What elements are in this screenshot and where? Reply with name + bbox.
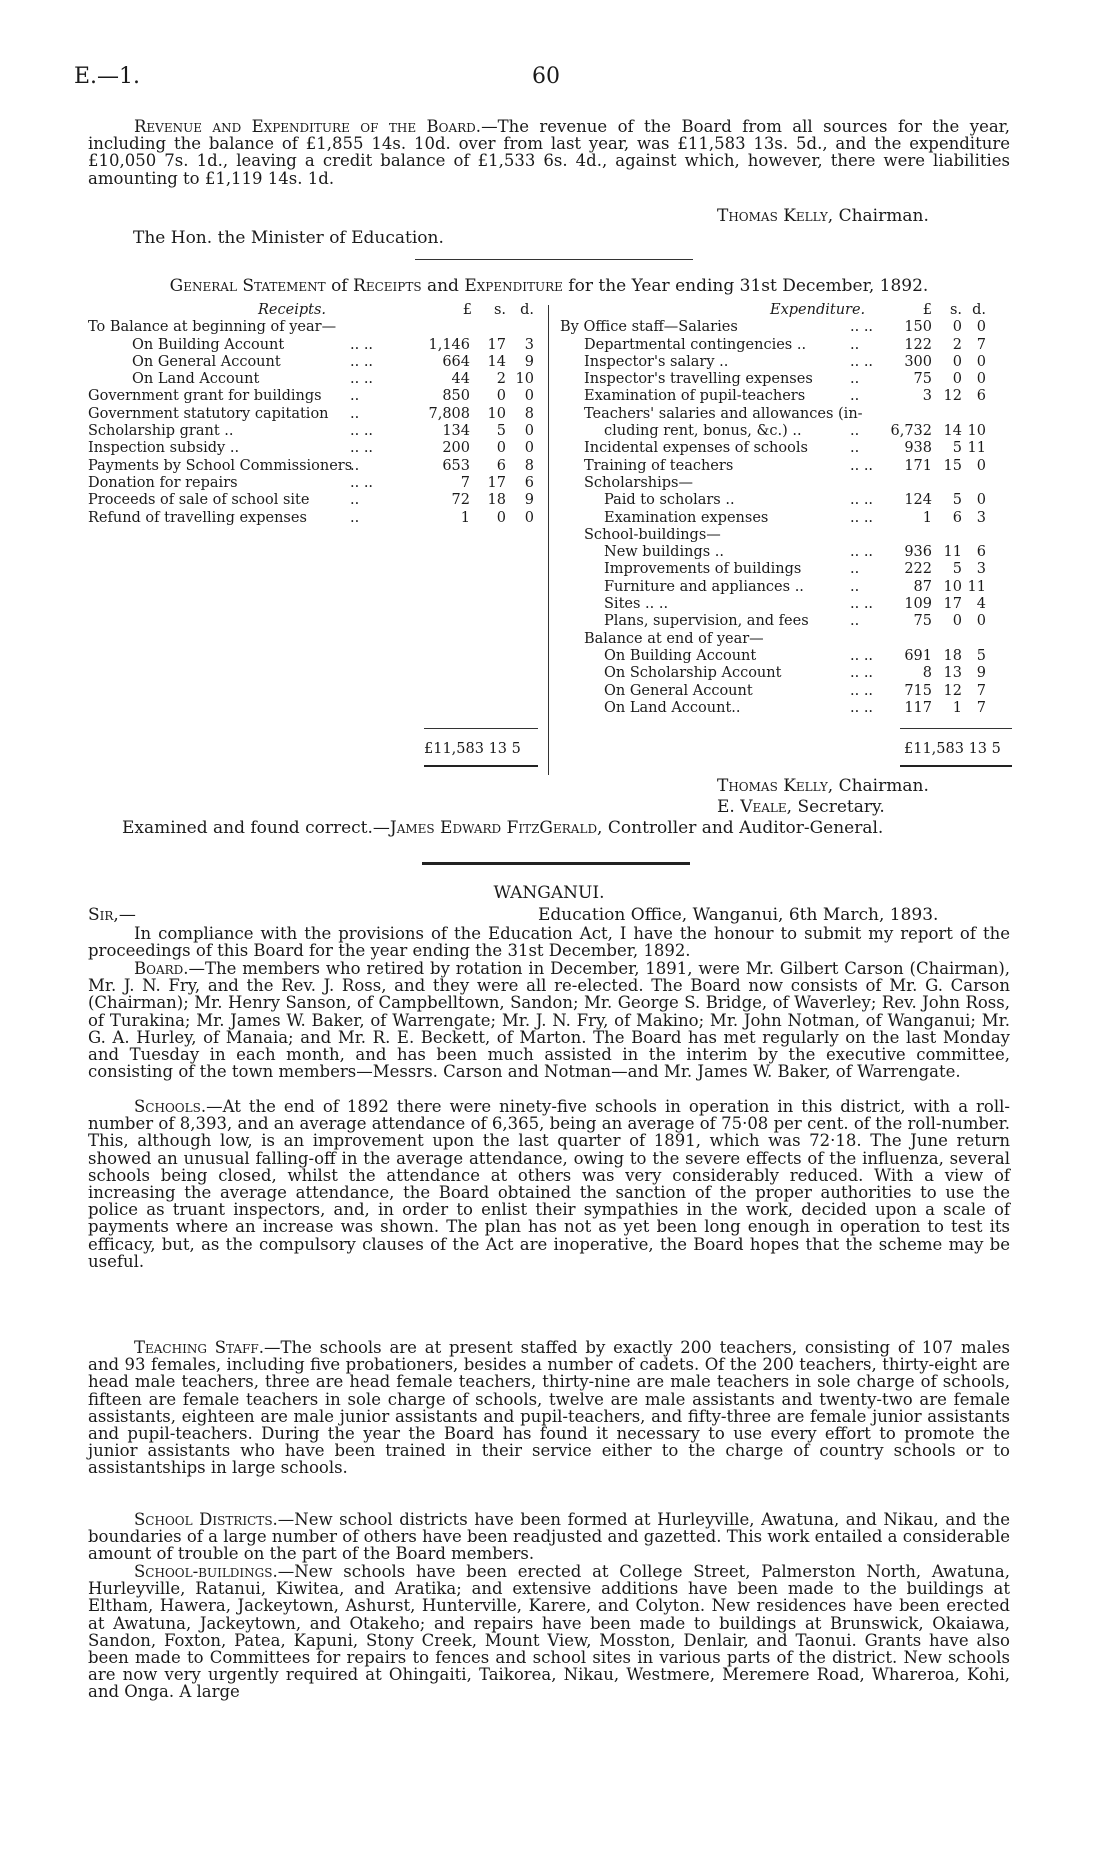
amount-pounds: 222 bbox=[904, 561, 932, 578]
row-label: By Office staff—Salaries bbox=[560, 319, 738, 336]
row-label: Incidental expenses of schools bbox=[584, 440, 808, 457]
leader-dots: .. bbox=[850, 371, 860, 388]
leader-dots: .. .. bbox=[350, 440, 374, 457]
table-row bbox=[560, 337, 1020, 354]
paragraph-intro: In compliance with the provisions of the Education Act, I have the honour to submit my report of the proceedings of this Board for the year ending the 31st December, 1892. bbox=[88, 924, 1010, 961]
row-label: cluding rent, bonus, &c.) .. bbox=[604, 423, 802, 440]
para-heading: Board. bbox=[134, 959, 189, 978]
signature-chairman-2 bbox=[717, 776, 929, 796]
amount-pounds: 7 bbox=[460, 474, 470, 491]
row-label: Government grant for buildings bbox=[88, 388, 322, 405]
table-row bbox=[560, 683, 1020, 700]
row-label: Departmental contingencies .. bbox=[584, 336, 807, 353]
row-label: Inspection subsidy .. bbox=[88, 440, 240, 457]
amount-s: 14 bbox=[487, 353, 506, 370]
salutation: Sir,— bbox=[88, 905, 136, 925]
examined-line bbox=[122, 818, 883, 838]
para-text: —New schools have been erected at College Street, Palmerston North, Awatuna, Hurleyville, Ratanui, Kiwitea, and Aratika; and extensive additions have been made to the buildings at Eltham, Hawera, Jackeytown, Ashurst, Hunterville, Karere, and Colyton. New residences have been erected at Awatuna, Jackeytown, and Otakeho; and repairs have been made to buildings at Brunswick, Okaiawa, Sandon, Foxton, Patea, Kapuni, Stony Creek, Mount View, Mosston, Denlair, and Taonui. Grants have also been made to Committees for repairs to fences and school sites in various parts of the district. New schools are now very urgently required at Ohingaiti, Taikorea, Nikau, Westmere, Meremere Road, Whareroa, Kohi, and Onga. A large bbox=[88, 1562, 1010, 1702]
amount-pounds: 134 bbox=[442, 423, 470, 440]
amount-pounds: 938 bbox=[904, 440, 932, 457]
table-row bbox=[88, 319, 548, 336]
para-heading: School Districts. bbox=[134, 1510, 278, 1529]
leader-dots: .. bbox=[350, 457, 360, 474]
title-part: and bbox=[421, 276, 465, 296]
row-label: Examination expenses bbox=[604, 509, 769, 526]
amount-d: 3 bbox=[976, 509, 986, 526]
paragraph-teaching-staff bbox=[88, 1339, 1010, 1477]
amount-s: 0 bbox=[496, 388, 506, 405]
cur-pound: £ bbox=[462, 302, 472, 318]
amount-pounds: 664 bbox=[442, 353, 470, 370]
amount-d: 0 bbox=[976, 353, 986, 370]
amount-pounds: 1 bbox=[922, 509, 932, 526]
amount-s: 13 bbox=[943, 665, 962, 682]
table-row bbox=[560, 458, 1020, 475]
amount-pounds: 109 bbox=[904, 596, 932, 613]
sig2-name1: Thomas Kelly, bbox=[717, 776, 834, 796]
amount-pounds: 936 bbox=[904, 544, 932, 561]
row-label: New buildings .. bbox=[604, 544, 724, 561]
leader-dots: .. bbox=[850, 561, 860, 578]
title-part: of bbox=[325, 276, 354, 296]
table-row bbox=[88, 423, 548, 440]
amount-s: 14 bbox=[943, 423, 962, 440]
amount-s: 0 bbox=[496, 440, 506, 457]
amount-pounds: 8 bbox=[922, 665, 932, 682]
title-part: Expenditure bbox=[464, 276, 563, 296]
revenue-paragraph bbox=[88, 118, 1010, 187]
row-label: Furniture and appliances .. bbox=[604, 578, 804, 595]
sig2-role1: Chairman. bbox=[838, 776, 929, 796]
amount-pounds: 715 bbox=[904, 682, 932, 699]
table-row bbox=[560, 527, 1020, 544]
table-row bbox=[88, 510, 548, 527]
amount-s: 0 bbox=[496, 509, 506, 526]
row-label: Refund of travelling expenses bbox=[88, 509, 307, 526]
row-label: Examination of pupil-teachers bbox=[584, 388, 806, 405]
amount-d: 0 bbox=[524, 509, 534, 526]
total-rule bbox=[900, 728, 1012, 729]
leader-dots: .. .. bbox=[350, 474, 374, 491]
amount-d: 11 bbox=[967, 440, 986, 457]
amount-s: 11 bbox=[943, 544, 962, 561]
amount-d: 6 bbox=[524, 474, 534, 491]
table-row bbox=[88, 475, 548, 492]
row-label: On Building Account bbox=[604, 647, 757, 664]
section-title: WANGANUI. bbox=[493, 883, 605, 903]
amount-pounds: 850 bbox=[442, 388, 470, 405]
amount-d: 5 bbox=[976, 647, 986, 664]
row-label: Improvements of buildings bbox=[604, 561, 802, 578]
amount-d: 0 bbox=[976, 492, 986, 509]
row-label: Donation for repairs bbox=[88, 474, 238, 491]
leader-dots: .. bbox=[850, 336, 860, 353]
revenue-heading: Revenue and Expenditure of the Board. bbox=[134, 117, 482, 136]
table-row bbox=[88, 354, 548, 371]
leader-dots: .. .. bbox=[850, 319, 874, 336]
receipts-header-row bbox=[88, 302, 548, 319]
table-row bbox=[560, 406, 1020, 423]
amount-d: 6 bbox=[976, 388, 986, 405]
divider bbox=[415, 259, 693, 260]
page-header-ref: E.—1. bbox=[74, 64, 141, 89]
amount-d: 0 bbox=[524, 388, 534, 405]
leader-dots: .. bbox=[350, 388, 360, 405]
leader-dots: .. bbox=[850, 578, 860, 595]
addressee: The Hon. the Minister of Education. bbox=[133, 228, 444, 248]
amount-s: 17 bbox=[487, 336, 506, 353]
amount-pounds: 44 bbox=[451, 371, 470, 388]
amount-d: 9 bbox=[524, 492, 534, 509]
cur-shilling: s. bbox=[493, 302, 506, 318]
amount-s: 6 bbox=[952, 509, 962, 526]
para-text: —At the end of 1892 there were ninety-five schools in operation in this district, with a roll-number of 8,393, and an average attendance of 6,365, being an average of 75·08 per cent. of the roll-number. This, although low, is an improvement upon the last quarter of 1891, which was 72·18. The June return showed an unusual falling-off in the average attendance, owing to the severe effects of the influenza, several schools being closed, whilst the attendance at others was very considerably reduced. With a view of increasing the average attendance, the Board obtained the sanction of the proper authorities to use the police as truant inspectors, and, in order to enlist their sympathies in the work, decided upon a scale of payments where an increase was shown. The plan has not as yet been long enough in operation to test its efficacy, but, as the compulsory clauses of the Act are inoperative, the Board hopes that the scheme may be useful. bbox=[88, 1097, 1010, 1271]
table-row bbox=[560, 648, 1020, 665]
amount-d: 0 bbox=[524, 440, 534, 457]
leader-dots: .. .. bbox=[850, 492, 874, 509]
sig2-role2: Secretary. bbox=[797, 797, 885, 817]
table-row bbox=[560, 561, 1020, 578]
leader-dots: .. .. bbox=[850, 457, 874, 474]
leader-dots: .. .. bbox=[850, 682, 874, 699]
leader-dots: .. .. bbox=[350, 371, 374, 388]
cur-pound: £ bbox=[922, 302, 932, 318]
leader-dots: .. .. bbox=[850, 596, 874, 613]
sig1-role: Chairman. bbox=[838, 206, 929, 226]
signature-secretary bbox=[717, 797, 885, 817]
amount-d: 0 bbox=[524, 423, 534, 440]
paragraph-schools bbox=[88, 1098, 1010, 1270]
amount-d: 10 bbox=[967, 423, 986, 440]
amount-s: 17 bbox=[487, 474, 506, 491]
table-row bbox=[560, 371, 1020, 388]
examined-a: Examined and found correct.— bbox=[122, 818, 390, 838]
receipts-total: £11,583 13 5 bbox=[424, 741, 521, 757]
leader-dots: .. .. bbox=[850, 509, 874, 526]
amount-pounds: 87 bbox=[913, 578, 932, 595]
expenditure-header-row bbox=[560, 302, 1020, 319]
para-heading: Schools. bbox=[134, 1097, 207, 1116]
table-row bbox=[88, 337, 548, 354]
amount-s: 2 bbox=[952, 336, 962, 353]
receipts-heading: Receipts. bbox=[258, 302, 326, 318]
amount-s: 18 bbox=[943, 647, 962, 664]
examined-b: James Edward FitzGerald, bbox=[389, 818, 603, 838]
leader-dots: .. bbox=[850, 388, 860, 405]
amount-pounds: 122 bbox=[904, 336, 932, 353]
table-row bbox=[560, 544, 1020, 561]
row-label: On Land Account bbox=[132, 371, 260, 388]
amount-pounds: 7,808 bbox=[428, 405, 470, 422]
amount-s: 6 bbox=[496, 457, 506, 474]
amount-d: 8 bbox=[524, 405, 534, 422]
amount-pounds: 1 bbox=[460, 509, 470, 526]
amount-pounds: 75 bbox=[913, 613, 932, 630]
leader-dots: .. .. bbox=[350, 336, 374, 353]
examined-c: Controller and Auditor-General. bbox=[602, 818, 884, 838]
amount-pounds: 653 bbox=[442, 457, 470, 474]
expenditure-rows bbox=[560, 319, 1020, 717]
leader-dots: .. .. bbox=[850, 647, 874, 664]
paragraph-board bbox=[88, 960, 1010, 1080]
leader-dots: .. .. bbox=[850, 665, 874, 682]
row-label: Teachers' salaries and allowances (in- bbox=[584, 405, 863, 422]
leader-dots: .. .. bbox=[350, 423, 374, 440]
amount-pounds: 1,146 bbox=[428, 336, 470, 353]
row-label: On Scholarship Account bbox=[604, 665, 782, 682]
dateline: Education Office, Wanganui, 6th March, 1893. bbox=[538, 905, 939, 925]
total-double-rule bbox=[900, 765, 1012, 767]
row-label: Plans, supervision, and fees bbox=[604, 613, 809, 630]
row-label: Balance at end of year— bbox=[584, 630, 764, 647]
amount-pounds: 75 bbox=[913, 371, 932, 388]
amount-s: 0 bbox=[952, 371, 962, 388]
row-label: School-buildings— bbox=[584, 526, 721, 543]
leader-dots: .. .. bbox=[850, 544, 874, 561]
amount-d: 6 bbox=[976, 544, 986, 561]
amount-d: 3 bbox=[524, 336, 534, 353]
leader-dots: .. bbox=[850, 613, 860, 630]
row-label: Training of teachers bbox=[584, 457, 734, 474]
amount-d: 0 bbox=[976, 371, 986, 388]
amount-d: 7 bbox=[976, 336, 986, 353]
amount-s: 10 bbox=[487, 405, 506, 422]
row-label: Payments by School Commissioners bbox=[88, 457, 353, 474]
row-label: On Building Account bbox=[132, 336, 285, 353]
table-row bbox=[560, 388, 1020, 405]
amount-s: 2 bbox=[496, 371, 506, 388]
table-row bbox=[560, 596, 1020, 613]
table-row bbox=[88, 492, 548, 509]
section-divider bbox=[422, 862, 690, 865]
amount-s: 17 bbox=[943, 596, 962, 613]
row-label: Inspector's travelling expenses bbox=[584, 371, 813, 388]
cur-shilling: s. bbox=[949, 302, 962, 318]
table-row bbox=[560, 631, 1020, 648]
row-label: Inspector's salary .. bbox=[584, 353, 729, 370]
amount-d: 0 bbox=[976, 613, 986, 630]
amount-d: 7 bbox=[976, 682, 986, 699]
row-label: Sites .. .. bbox=[604, 596, 669, 613]
amount-s: 0 bbox=[952, 319, 962, 336]
amount-s: 0 bbox=[952, 613, 962, 630]
sig1-name: Thomas Kelly, bbox=[717, 206, 834, 226]
cur-pence: d. bbox=[520, 302, 534, 318]
receipts-rows bbox=[88, 319, 548, 527]
row-label: Scholarships— bbox=[584, 474, 693, 491]
cur-pence: d. bbox=[972, 302, 986, 318]
amount-s: 15 bbox=[943, 457, 962, 474]
title-part: for the Year ending 31st December, 1892. bbox=[562, 276, 929, 296]
amount-d: 4 bbox=[976, 596, 986, 613]
total-double-rule bbox=[424, 765, 538, 767]
row-label: Scholarship grant .. bbox=[88, 423, 234, 440]
amount-pounds: 300 bbox=[904, 353, 932, 370]
amount-pounds: 117 bbox=[904, 699, 932, 716]
amount-pounds: 124 bbox=[904, 492, 932, 509]
amount-d: 0 bbox=[976, 319, 986, 336]
expenditure-table bbox=[560, 302, 1020, 717]
leader-dots: .. bbox=[350, 405, 360, 422]
amount-s: 5 bbox=[952, 492, 962, 509]
total-rule bbox=[424, 728, 538, 729]
title-part: General Statement bbox=[169, 276, 326, 296]
amount-d: 9 bbox=[976, 665, 986, 682]
row-label: Government statutory capitation bbox=[88, 405, 329, 422]
amount-d: 8 bbox=[524, 457, 534, 474]
table-row bbox=[560, 475, 1020, 492]
row-label: On Land Account.. bbox=[604, 699, 741, 716]
amount-s: 12 bbox=[943, 682, 962, 699]
row-label: Proceeds of sale of school site bbox=[88, 492, 310, 509]
leader-dots: .. .. bbox=[350, 353, 374, 370]
amount-pounds: 6,732 bbox=[890, 423, 932, 440]
amount-pounds: 200 bbox=[442, 440, 470, 457]
table-row bbox=[560, 440, 1020, 457]
para-text: —The members who retired by rotation in December, 1891, were Mr. Gilbert Carson (Chairman), Mr. J. N. Fry, and the Rev. J. Ross, and they were all re-elected. The Board now consists of Mr. G. Carson (Chairman); Mr. Henry Sanson, of Campbelltown, Sandon; Mr. George S. Bridge, of Waverley; Rev. John Ross, of Turakina; Mr. James W. Baker, of Warrengate; Mr. J. N. Fry, of Makino; Mr. John Notman, of Wanganui; Mr. G. A. Hurley, of Manaia; and Mr. R. E. Beckett, of Marton. The Board has met regularly on the last Monday and Tuesday in each month, and has been much assisted in the interim by the executive committee, consisting of the town members—Messrs. Carson and Notman—and Mr. James W. Baker, of Warrengate. bbox=[88, 959, 1010, 1082]
sig2-name2: E. Veale, bbox=[717, 797, 793, 817]
revenue-text: —The revenue of the Board from all sources for the year, including the balance of £1,855 14s. 10d. over from last year, was £11,583 13s. 5d., and the expenditure £10,050 7s. 1d., leaving a credit balance of £1,533 6s. 4d., against which, however, there were liabilities amounting to £1,119 14s. 1d. bbox=[88, 117, 1010, 188]
amount-pounds: 150 bbox=[904, 319, 932, 336]
amount-s: 5 bbox=[496, 423, 506, 440]
row-label: On General Account bbox=[132, 353, 281, 370]
expenditure-heading: Expenditure. bbox=[770, 302, 866, 318]
table-row bbox=[560, 665, 1020, 682]
amount-s: 5 bbox=[952, 561, 962, 578]
paragraph-school-buildings bbox=[88, 1563, 1010, 1701]
amount-d: 0 bbox=[976, 457, 986, 474]
table-row bbox=[88, 371, 548, 388]
table-row bbox=[560, 492, 1020, 509]
amount-d: 3 bbox=[976, 561, 986, 578]
table-row bbox=[560, 319, 1020, 336]
para-heading: School-buildings. bbox=[134, 1562, 278, 1581]
signature-chairman-1 bbox=[717, 206, 929, 226]
amount-s: 5 bbox=[952, 440, 962, 457]
amount-s: 1 bbox=[952, 699, 962, 716]
table-row bbox=[88, 440, 548, 457]
amount-s: 12 bbox=[943, 388, 962, 405]
para-heading: Teaching Staff. bbox=[134, 1338, 264, 1357]
table-row bbox=[560, 579, 1020, 596]
table-row bbox=[88, 458, 548, 475]
row-label: Paid to scholars .. bbox=[604, 492, 735, 509]
table-row bbox=[560, 423, 1020, 440]
title-part: Receipts bbox=[353, 276, 422, 296]
expenditure-total: £11,583 13 5 bbox=[904, 741, 1001, 757]
amount-d: 9 bbox=[524, 353, 534, 370]
amount-pounds: 3 bbox=[922, 388, 932, 405]
para-text: —New school districts have been formed at Hurleyville, Awatuna, and Nikau, and the boundaries of a large number of others have been readjusted and gazetted. This work entailed a considerable amount of trouble on the part of the Board members. bbox=[88, 1510, 1010, 1564]
table-row bbox=[560, 354, 1020, 371]
leader-dots: .. .. bbox=[850, 353, 874, 370]
leader-dots: .. .. bbox=[850, 699, 874, 716]
row-label: On General Account bbox=[604, 682, 753, 699]
amount-s: 18 bbox=[487, 492, 506, 509]
amount-d: 11 bbox=[967, 578, 986, 595]
amount-d: 10 bbox=[515, 371, 534, 388]
column-divider bbox=[548, 305, 549, 775]
table-row bbox=[560, 510, 1020, 527]
receipts-table bbox=[88, 302, 548, 527]
amount-s: 0 bbox=[952, 353, 962, 370]
amount-pounds: 171 bbox=[904, 457, 932, 474]
table-row bbox=[560, 613, 1020, 630]
statement-title bbox=[88, 276, 1010, 296]
amount-pounds: 691 bbox=[904, 647, 932, 664]
leader-dots: .. bbox=[850, 423, 860, 440]
amount-pounds: 72 bbox=[451, 492, 470, 509]
table-row bbox=[88, 388, 548, 405]
leader-dots: .. bbox=[850, 440, 860, 457]
leader-dots: .. bbox=[350, 492, 360, 509]
leader-dots: .. bbox=[350, 509, 360, 526]
row-label: To Balance at beginning of year— bbox=[88, 319, 337, 336]
amount-s: 10 bbox=[943, 578, 962, 595]
page-number: 60 bbox=[532, 64, 560, 89]
table-row bbox=[560, 700, 1020, 717]
table-row bbox=[88, 406, 548, 423]
amount-d: 7 bbox=[976, 699, 986, 716]
paragraph-school-districts bbox=[88, 1511, 1010, 1563]
para-text: —The schools are at present staffed by exactly 200 teachers, consisting of 107 males and 93 females, including five probationers, besides a number of cadets. Of the 200 teachers, thirty-eight are head male teachers, three are head female teachers, thirty-nine are male teachers in sole charge of schools, fifteen are female teachers in sole charge of schools, twelve are male assistants and twenty-two are female assistants, eighteen are male junior assistants and pupil-teachers, and fifty-three are female junior assistants and pupil-teachers. During the year the Board has found it necessary to use every effort to promote the junior assistants who have been trained in their service either to the charge of country schools or to assistantships in large schools. bbox=[88, 1338, 1010, 1478]
